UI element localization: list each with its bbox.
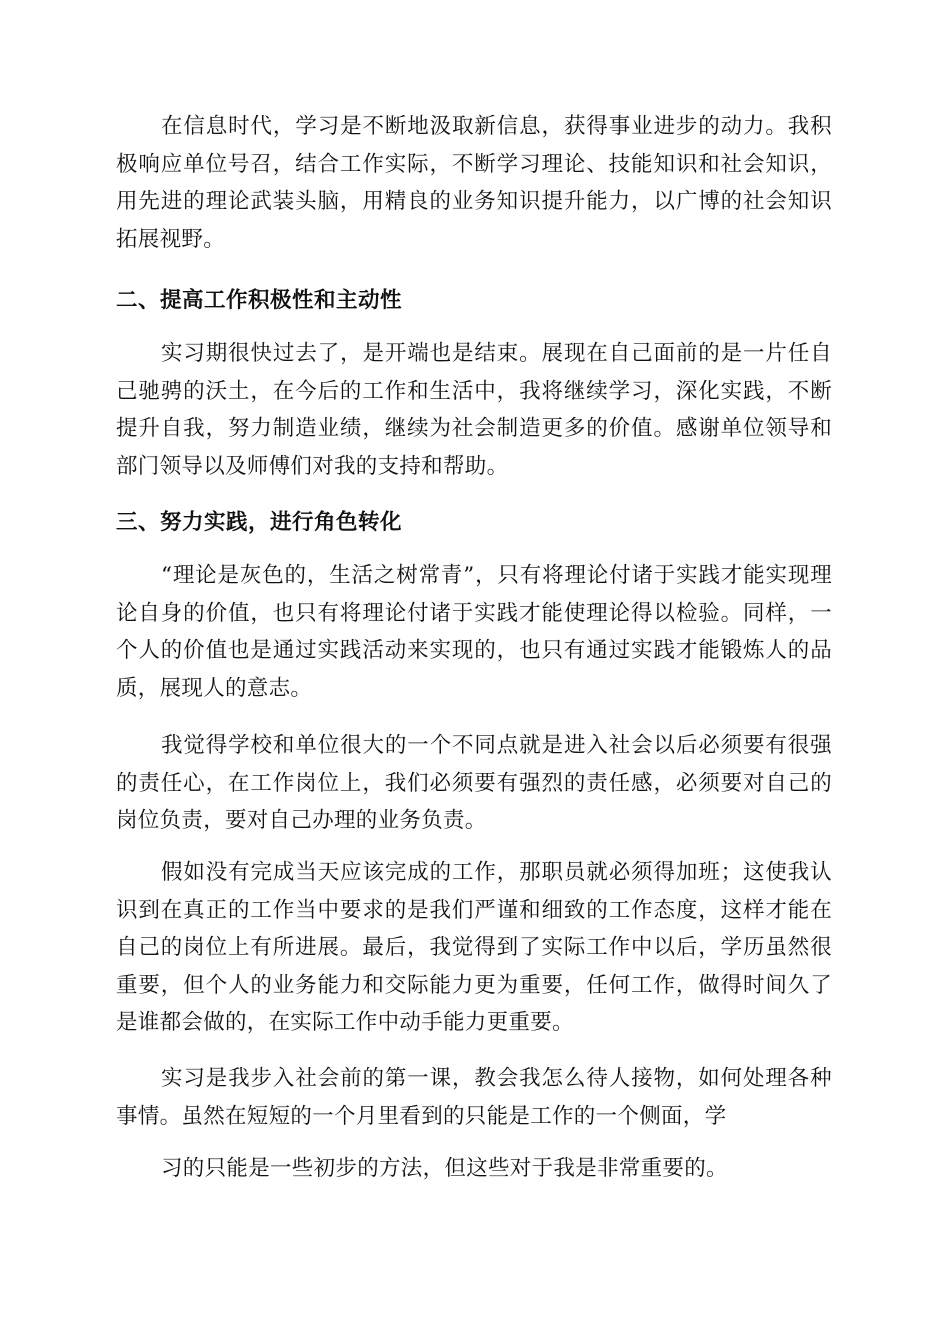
paragraph-overtime: 假如没有完成当天应该完成的工作，那职员就必须得加班；这使我认识到在真正的工作当中要求的是我们严谨和细致的工作态度，这样才能在自己的岗位上有所进展。最后，我觉得到了实际工作中以后，学历虽然很重要，但个人的业务能力和交际能力更为重要，任何工作，做得时间久了是谁都会做的，在实际工作中动手能力更重要。 [116, 860, 832, 1035]
paragraph-responsibility: 我觉得学校和单位很大的一个不同点就是进入社会以后必须要有很强的责任心，在工作岗位上，我们必须要有强烈的责任感，必须要对自己的岗位负责，要对自己办理的业务负责。 [116, 733, 832, 833]
section-heading-3: 三、努力实践，进行角色转化 [116, 510, 403, 535]
paragraph-information-age: 在信息时代，学习是不断地汲取新信息，获得事业进步的动力。我积极响应单位号召，结合工作实际，不断学习理论、技能知识和社会知识，用先进的理论武装头脑，用精良的业务知识提升能力，以广博的社会知识拓展视野。 [116, 114, 832, 252]
paragraph-continuation: 习的只能是一些初步的方法，但这些对于我是非常重要的。 [161, 1156, 728, 1181]
paragraph-first-lesson: 实习是我步入社会前的第一课，教会我怎么待人接物，如何处理各种事情。虽然在短短的一个月里看到的只能是工作的一个侧面，学 [116, 1066, 832, 1129]
paragraph-theory-practice: “理论是灰色的，生活之树常青”，只有将理论付诸于实践才能实现理论自身的价值，也只有将理论付诸于实践才能使理论得以检验。同样，一个人的价值也是通过实践活动来实现的，也只有通过实践才能锻炼人的品质，展现人的意志。 [116, 563, 832, 701]
section-heading-2: 二、提高工作积极性和主动性 [116, 288, 403, 313]
paragraph-internship-end: 实习期很快过去了，是开端也是结束。展现在自己面前的是一片任自己驰骋的沃土，在今后的工作和生活中，我将继续学习，深化实践，不断提升自我，努力制造业绩，继续为社会制造更多的价值。感谢单位领导和部门领导以及师傅们对我的支持和帮助。 [116, 341, 832, 479]
